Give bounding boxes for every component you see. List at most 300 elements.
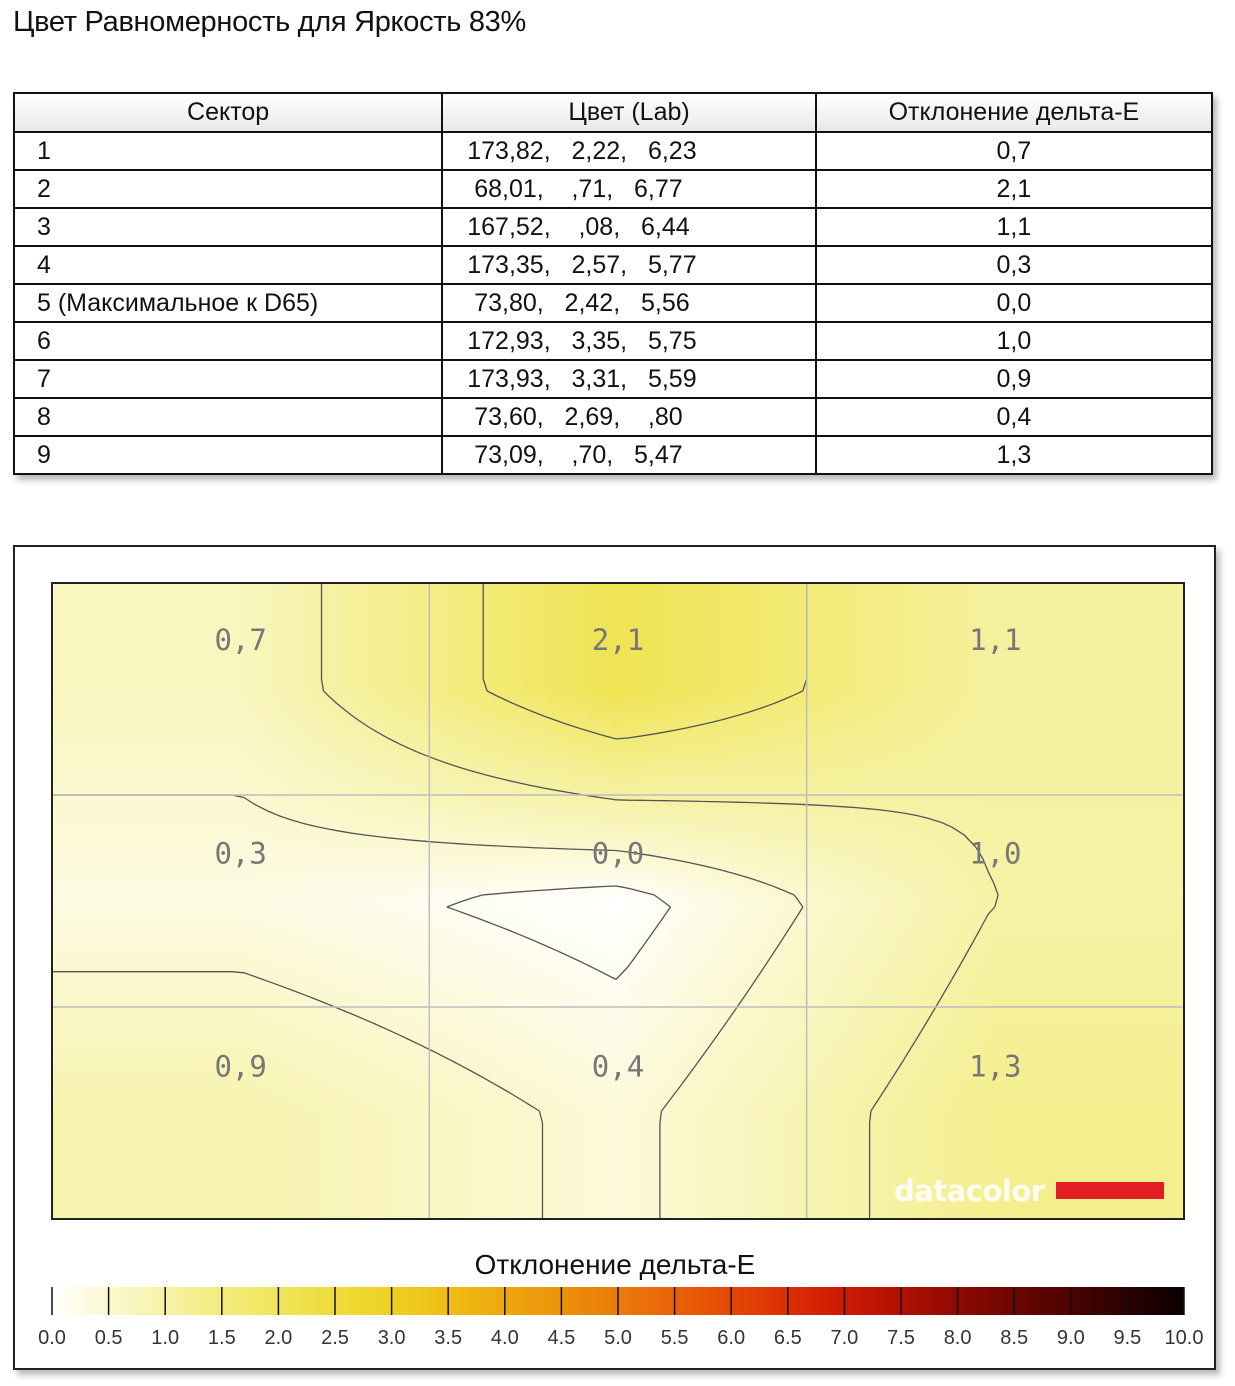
heat-tile [524,847,533,856]
heat-tile [484,807,493,816]
heat-tile [812,759,821,768]
heat-tile [924,695,933,704]
heat-tile [748,687,757,696]
heat-tile [508,591,517,600]
heat-tile [956,623,965,632]
heat-tile [460,671,469,680]
heat-tile [844,679,853,688]
heat-tile [868,583,877,592]
heat-tile [492,671,501,680]
heat-tile [1124,775,1133,784]
heat-tile [1124,831,1133,840]
heat-tile [740,823,749,832]
heat-tile [788,583,797,592]
heat-tile [596,775,605,784]
heat-tile [348,783,357,792]
heat-tile [364,783,373,792]
heat-tile [812,695,821,704]
heat-tile [716,831,725,840]
heat-tile [1028,799,1037,808]
heat-tile [236,783,245,792]
heat-tile [300,767,309,776]
heat-tile [252,751,261,760]
heat-tile [548,775,557,784]
heat-tile [180,607,189,616]
heat-tile [1028,807,1037,816]
heat-tile [164,623,173,632]
heat-tile [740,751,749,760]
heat-tile [1036,695,1045,704]
heat-tile [628,607,637,616]
heat-tile [596,815,605,824]
heat-tile [180,583,189,592]
heat-tile [532,687,541,696]
heat-tile [564,783,573,792]
heat-tile [652,623,661,632]
heat-tile [1164,783,1173,792]
heat-tile [212,695,221,704]
heat-tile [228,823,237,832]
heat-tile [1116,711,1125,720]
heat-tile [564,687,573,696]
heat-tile [884,615,893,624]
heat-tile [836,591,845,600]
heat-tile [844,783,853,792]
heat-tile [892,679,901,688]
heat-tile [1052,855,1061,864]
heat-tile [1084,719,1093,728]
heat-tile [1044,615,1053,624]
heat-tile [444,703,453,712]
heat-tile [836,583,845,592]
heat-tile [1172,599,1181,608]
heat-tile [220,823,229,832]
heat-tile [844,775,853,784]
heat-tile [404,823,413,832]
heat-tile [708,591,717,600]
heat-tile [516,831,525,840]
heat-tile [148,743,157,752]
heat-tile [580,679,589,688]
heat-tile [156,615,165,624]
heat-tile [780,831,789,840]
heat-tile [1124,783,1133,792]
heat-tile [676,671,685,680]
heat-tile [140,671,149,680]
heat-tile [276,759,285,768]
heat-tile [100,719,109,728]
heat-tile [324,799,333,808]
heat-tile [692,855,701,864]
heat-tile [772,599,781,608]
heat-tile [604,583,613,592]
heat-tile [668,687,677,696]
heat-tile [1140,663,1149,672]
heat-tile [908,727,917,736]
heat-tile [452,807,461,816]
lab-color-cell: 73,09, ,70, 5,47 [442,436,816,474]
heat-tile [460,623,469,632]
heat-tile [556,591,565,600]
heat-tile [1044,639,1053,648]
heat-tile [1076,775,1085,784]
heat-tile [972,807,981,816]
heat-tile [564,767,573,776]
heat-tile [148,631,157,640]
heat-tile [84,831,93,840]
heat-tile [828,703,837,712]
heat-tile [1164,839,1173,848]
heat-tile [68,855,77,864]
heat-tile [444,671,453,680]
heat-tile [780,767,789,776]
heat-tile [468,703,477,712]
heat-tile [860,815,869,824]
heat-tile [1172,839,1181,848]
heat-tile [700,783,709,792]
heat-tile [52,591,61,600]
heat-tile [876,727,885,736]
heat-tile [348,839,357,848]
heat-tile [164,799,173,808]
heat-tile [900,607,909,616]
heat-tile [828,695,837,704]
heat-tile [500,743,509,752]
heat-tile [68,727,77,736]
heat-tile [300,759,309,768]
heat-tile [52,719,61,728]
heat-tile [340,783,349,792]
heat-tile [1028,759,1037,768]
heat-tile [1140,583,1149,592]
heat-tile [324,775,333,784]
heat-tile [300,679,309,688]
heat-tile [116,599,125,608]
heat-tile [1028,663,1037,672]
heat-tile [956,719,965,728]
heat-tile [908,695,917,704]
heat-tile [796,719,805,728]
heat-tile [1108,599,1117,608]
heat-tile [196,775,205,784]
heat-tile [556,639,565,648]
heat-tile [620,727,629,736]
heat-tile [692,775,701,784]
heat-tile [532,599,541,608]
heat-tile [852,815,861,824]
heat-tile [444,663,453,672]
heat-tile [860,631,869,640]
heat-tile [716,823,725,832]
heat-tile [1076,687,1085,696]
heat-tile [524,799,533,808]
heat-tile [292,823,301,832]
heat-tile [668,671,677,680]
heat-tile [452,751,461,760]
table-header-row [14,93,1212,132]
heat-tile [348,583,357,592]
heat-tile [572,599,581,608]
heat-tile [628,687,637,696]
heat-tile [116,735,125,744]
heat-tile [900,687,909,696]
heat-tile [1124,647,1133,656]
heat-tile [1148,591,1157,600]
heat-tile [700,767,709,776]
heat-tile [1148,703,1157,712]
heat-tile [636,775,645,784]
heat-tile [388,759,397,768]
heat-tile [860,711,869,720]
heat-tile [556,831,565,840]
heat-tile [708,703,717,712]
heat-tile [492,719,501,728]
heat-tile [532,767,541,776]
heat-tile [1060,671,1069,680]
heat-tile [788,807,797,816]
heat-tile [836,767,845,776]
heat-tile [924,655,933,664]
heat-tile [484,599,493,608]
heat-tile [684,847,693,856]
heat-tile [756,815,765,824]
heat-tile [412,623,421,632]
heat-tile [204,719,213,728]
heat-tile [772,775,781,784]
heat-tile [1060,831,1069,840]
heat-tile [756,711,765,720]
heat-tile [852,687,861,696]
heat-tile [956,767,965,776]
heat-tile [324,647,333,656]
heat-tile [748,767,757,776]
heat-tile [452,695,461,704]
heat-tile [212,719,221,728]
heat-tile [1164,847,1173,856]
heat-tile [404,687,413,696]
heat-tile [692,703,701,712]
heat-tile [492,815,501,824]
heat-tile [404,847,413,856]
heat-tile [492,655,501,664]
heat-tile [484,783,493,792]
heat-tile [1156,623,1165,632]
heat-tile [468,727,477,736]
heat-tile [796,759,805,768]
heat-tile [1100,767,1109,776]
heat-tile [716,775,725,784]
heat-tile [76,695,85,704]
heat-tile [188,599,197,608]
heat-tile [364,743,373,752]
heat-tile [100,815,109,824]
heat-tile [332,623,341,632]
heat-tile [1100,623,1109,632]
heat-tile [908,847,917,856]
heat-tile [220,767,229,776]
heat-tile [988,663,997,672]
heat-tile [916,743,925,752]
heat-tile [196,767,205,776]
heat-tile [860,703,869,712]
heat-tile [556,695,565,704]
heat-tile [276,679,285,688]
heat-tile [1068,623,1077,632]
heat-tile [732,767,741,776]
heat-tile [460,615,469,624]
heat-tile [220,775,229,784]
heat-tile [188,743,197,752]
heat-tile [820,823,829,832]
heat-tile [468,719,477,728]
heat-tile [908,839,917,848]
heat-tile [1044,751,1053,760]
heat-tile [932,831,941,840]
heat-tile [1148,743,1157,752]
heat-tile [124,743,133,752]
heat-tile [364,775,373,784]
heat-tile [124,759,133,768]
heat-tile [388,647,397,656]
heat-tile [244,783,253,792]
heat-tile [820,727,829,736]
heat-tile [1084,711,1093,720]
heat-tile [940,639,949,648]
heat-tile [660,679,669,688]
heat-tile [996,799,1005,808]
heat-tile [348,767,357,776]
heat-tile [916,839,925,848]
heat-tile [692,631,701,640]
heat-tile [660,655,669,664]
heat-tile [540,727,549,736]
heat-tile [1148,599,1157,608]
heat-tile [788,783,797,792]
heat-tile [148,639,157,648]
heat-tile [76,639,85,648]
heat-tile [1092,743,1101,752]
heat-tile [812,839,821,848]
heat-tile [1044,847,1053,856]
heat-tile [236,767,245,776]
heat-tile [340,623,349,632]
heat-tile [380,807,389,816]
heat-tile [436,679,445,688]
heat-tile [668,591,677,600]
heat-tile [932,711,941,720]
heat-tile [860,599,869,608]
heat-tile [780,783,789,792]
heat-tile [1020,759,1029,768]
heat-tile [964,679,973,688]
heat-tile [860,615,869,624]
heat-tile [140,767,149,776]
heat-tile [884,631,893,640]
heat-tile [548,767,557,776]
heat-tile [1004,671,1013,680]
heat-tile [612,687,621,696]
heat-tile [1068,799,1077,808]
heat-tile [516,855,525,864]
heat-tile [948,639,957,648]
heat-tile [308,687,317,696]
heat-tile [316,639,325,648]
heat-tile [380,663,389,672]
heat-tile [1076,751,1085,760]
heat-tile [676,735,685,744]
heat-tile [996,759,1005,768]
heat-tile [1156,647,1165,656]
heat-tile [316,631,325,640]
heat-tile [764,655,773,664]
heat-tile [964,607,973,616]
heat-tile [908,647,917,656]
heat-tile [572,671,581,680]
heat-tile [932,799,941,808]
heat-tile [308,623,317,632]
heat-tile [1100,831,1109,840]
heat-tile [76,687,85,696]
table-row [14,284,1212,322]
heat-tile [980,767,989,776]
heat-tile [204,831,213,840]
heat-tile [196,631,205,640]
heat-tile [492,783,501,792]
heat-tile [196,815,205,824]
heat-tile [164,815,173,824]
heat-tile [940,663,949,672]
heat-tile [716,751,725,760]
heat-tile [1140,703,1149,712]
heat-tile [636,695,645,704]
heat-tile [292,783,301,792]
heat-tile [300,847,309,856]
heat-tile [84,807,93,816]
heat-tile [252,679,261,688]
heat-tile [140,727,149,736]
heat-tile [780,743,789,752]
heat-tile [596,599,605,608]
heat-tile [396,583,405,592]
heat-tile [1164,639,1173,648]
heat-tile [284,823,293,832]
heat-tile [788,671,797,680]
heat-tile [692,671,701,680]
heat-tile [572,831,581,840]
heat-tile [1076,823,1085,832]
heat-tile [836,631,845,640]
heat-tile [660,599,669,608]
heat-tile [980,735,989,744]
delta-e-cell: 1,0 [816,322,1212,360]
heat-tile [1060,679,1069,688]
heat-tile [188,695,197,704]
heat-tile [308,727,317,736]
heat-tile [108,855,117,864]
heat-tile [556,735,565,744]
heat-tile [188,783,197,792]
heat-tile [732,647,741,656]
heat-tile [564,583,573,592]
heat-tile [1140,751,1149,760]
heat-tile [500,607,509,616]
heat-tile [52,631,61,640]
heat-tile [1108,743,1117,752]
heat-tile [1068,631,1077,640]
heat-tile [684,767,693,776]
heat-tile [1076,831,1085,840]
heat-tile [876,711,885,720]
